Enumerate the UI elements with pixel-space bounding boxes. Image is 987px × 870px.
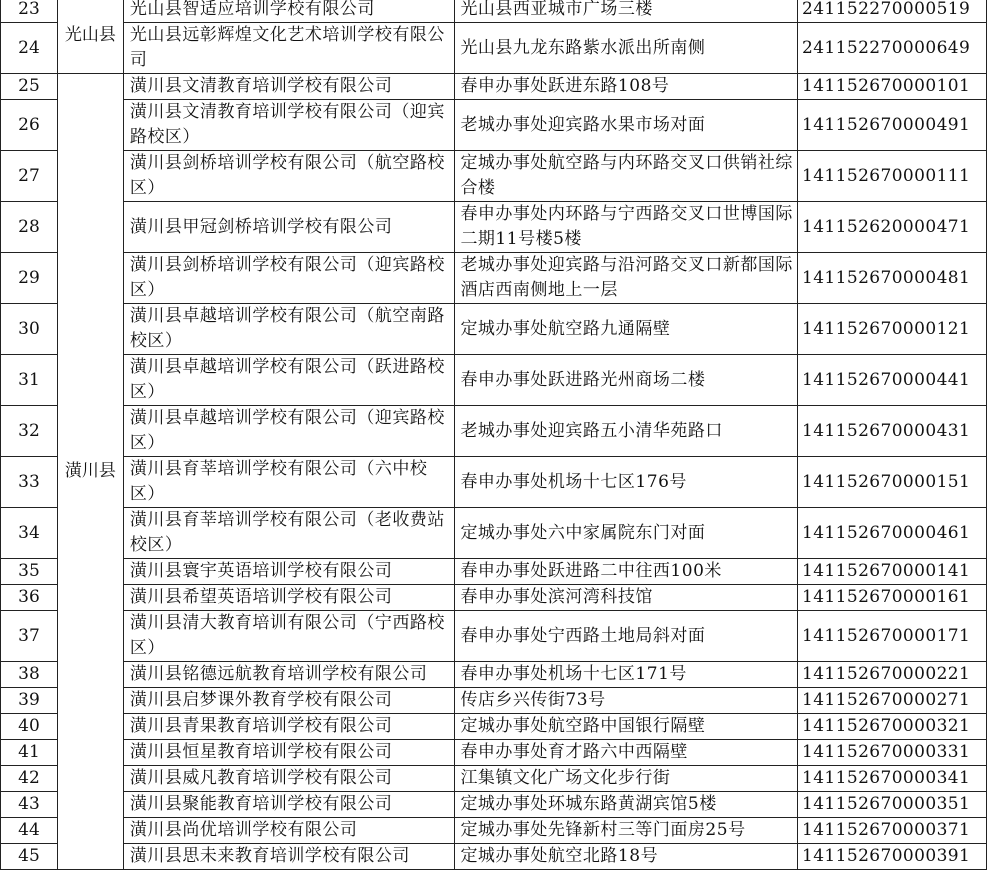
row-number: 40 [1, 714, 58, 740]
row-number: 23 [1, 0, 58, 23]
license-code: 141152670000171 [797, 611, 986, 662]
school-name: 潢川县剑桥培训学校有限公司（航空路校区） [123, 151, 455, 202]
school-address: 春申办事处滨河湾科技馆 [455, 585, 798, 611]
license-code: 141152670000101 [797, 74, 986, 100]
license-code: 141152670000141 [797, 559, 986, 585]
license-code: 141152670000371 [797, 818, 986, 844]
row-number: 30 [1, 304, 58, 355]
row-number: 27 [1, 151, 58, 202]
county-cell-huangchuan: 潢川县 [57, 74, 123, 870]
school-name: 潢川县文清教育培训学校有限公司 [123, 74, 455, 100]
table-row [1, 151, 987, 202]
school-name: 潢川县寰宇英语培训学校有限公司 [123, 559, 455, 585]
school-name: 潢川县铭德远航教育培训学校有限公司 [123, 662, 455, 688]
row-number: 39 [1, 688, 58, 714]
table-row [1, 74, 987, 100]
row-number: 36 [1, 585, 58, 611]
school-address: 定城办事处航空路中国银行隔壁 [455, 714, 798, 740]
table-row [1, 406, 987, 457]
license-code: 141152670000481 [797, 253, 986, 304]
row-number: 34 [1, 508, 58, 559]
row-number: 41 [1, 740, 58, 766]
school-name: 潢川县聚能教育培训学校有限公司 [123, 792, 455, 818]
school-name: 潢川县清大教育培训有限公司（宁西路校区） [123, 611, 455, 662]
license-code: 141152670000331 [797, 740, 986, 766]
table-row [1, 662, 987, 688]
school-name: 潢川县青果教育培训学校有限公司 [123, 714, 455, 740]
school-name: 潢川县剑桥培训学校有限公司（迎宾路校区） [123, 253, 455, 304]
row-number: 33 [1, 457, 58, 508]
school-address: 春申办事处跃进路光州商场二楼 [455, 355, 798, 406]
school-address: 老城办事处迎宾路五小清华苑路口 [455, 406, 798, 457]
table-row [1, 508, 987, 559]
license-code: 141152670000461 [797, 508, 986, 559]
row-number: 29 [1, 253, 58, 304]
school-name: 光山县智适应培训学校有限公司 [123, 0, 455, 23]
license-code: 141152670000431 [797, 406, 986, 457]
row-number: 37 [1, 611, 58, 662]
table-row [1, 253, 987, 304]
license-code: 141152620000471 [797, 202, 986, 253]
table-row [1, 611, 987, 662]
school-address: 定城办事处环城东路黄湖宾馆5楼 [455, 792, 798, 818]
school-name: 潢川县威凡教育培训学校有限公司 [123, 766, 455, 792]
row-number: 24 [1, 23, 58, 74]
table-row [1, 585, 987, 611]
license-code: 141152670000341 [797, 766, 986, 792]
school-name: 潢川县卓越培训学校有限公司（跃进路校区） [123, 355, 455, 406]
table-row [1, 740, 987, 766]
table-row [1, 844, 987, 870]
school-address: 春申办事处机场十七区176号 [455, 457, 798, 508]
school-address: 定城办事处航空北路18号 [455, 844, 798, 870]
school-name: 潢川县尚优培训学校有限公司 [123, 818, 455, 844]
school-address: 光山县西亚城市广场三楼 [455, 0, 798, 23]
row-number: 31 [1, 355, 58, 406]
school-address: 江集镇文化广场文化步行街 [455, 766, 798, 792]
table-row [1, 714, 987, 740]
school-address: 老城办事处迎宾路与沿河路交叉口新都国际酒店西南侧地上一层 [455, 253, 798, 304]
table-row [1, 559, 987, 585]
school-address: 定城办事处航空路与内环路交叉口供销社综合楼 [455, 151, 798, 202]
school-name: 潢川县启梦课外教育学校有限公司 [123, 688, 455, 714]
license-code: 241152270000649 [797, 23, 986, 74]
row-number: 38 [1, 662, 58, 688]
school-address: 春申办事处机场十七区171号 [455, 662, 798, 688]
table-row [1, 202, 987, 253]
school-name: 潢川县育莘培训学校有限公司（老收费站校区） [123, 508, 455, 559]
school-address: 传店乡兴传街73号 [455, 688, 798, 714]
row-number: 32 [1, 406, 58, 457]
school-address: 定城办事处先锋新村三等门面房25号 [455, 818, 798, 844]
school-name: 潢川县育莘培训学校有限公司（六中校区） [123, 457, 455, 508]
table-row [1, 792, 987, 818]
row-number: 42 [1, 766, 58, 792]
license-code: 141152670000121 [797, 304, 986, 355]
license-code: 141152670000391 [797, 844, 986, 870]
county-cell-guangshan: 光山县 [57, 0, 123, 74]
row-number: 43 [1, 792, 58, 818]
license-code: 141152670000151 [797, 457, 986, 508]
license-code: 141152670000111 [797, 151, 986, 202]
license-code: 141152670000221 [797, 662, 986, 688]
school-address: 定城办事处六中家属院东门对面 [455, 508, 798, 559]
school-address: 定城办事处航空路九通隔壁 [455, 304, 798, 355]
school-address: 光山县九龙东路紫水派出所南侧 [455, 23, 798, 74]
table-row [1, 23, 987, 74]
license-code: 241152270000519 [797, 0, 986, 23]
school-name: 光山县远彰辉煌文化艺术培训学校有限公司 [123, 23, 455, 74]
school-address: 春申办事处宁西路土地局斜对面 [455, 611, 798, 662]
school-name: 潢川县文清教育培训学校有限公司（迎宾路校区） [123, 100, 455, 151]
row-number: 25 [1, 74, 58, 100]
school-name: 潢川县思未来教育培训学校有限公司 [123, 844, 455, 870]
table-row [1, 0, 987, 23]
license-code: 141152670000161 [797, 585, 986, 611]
license-code: 141152670000441 [797, 355, 986, 406]
license-code: 141152670000491 [797, 100, 986, 151]
school-name: 潢川县卓越培训学校有限公司（航空南路校区） [123, 304, 455, 355]
school-name: 潢川县希望英语培训学校有限公司 [123, 585, 455, 611]
school-name: 潢川县恒星教育培训学校有限公司 [123, 740, 455, 766]
school-address: 春申办事处内环路与宁西路交叉口世博国际二期11号楼5楼 [455, 202, 798, 253]
table-row [1, 100, 987, 151]
table-row [1, 818, 987, 844]
license-code: 141152670000351 [797, 792, 986, 818]
row-number: 28 [1, 202, 58, 253]
school-address: 春申办事处育才路六中西隔壁 [455, 740, 798, 766]
license-code: 141152670000271 [797, 688, 986, 714]
table-row [1, 457, 987, 508]
school-name: 潢川县卓越培训学校有限公司（迎宾路校区） [123, 406, 455, 457]
school-name: 潢川县甲冠剑桥培训学校有限公司 [123, 202, 455, 253]
table-row [1, 766, 987, 792]
row-number: 45 [1, 844, 58, 870]
table-row [1, 304, 987, 355]
license-code: 141152670000321 [797, 714, 986, 740]
school-address: 老城办事处迎宾路水果市场对面 [455, 100, 798, 151]
table-row [1, 355, 987, 406]
row-number: 26 [1, 100, 58, 151]
school-address: 春申办事处跃进路二中往西100米 [455, 559, 798, 585]
row-number: 35 [1, 559, 58, 585]
row-number: 44 [1, 818, 58, 844]
table-row [1, 688, 987, 714]
school-address: 春申办事处跃进东路108号 [455, 74, 798, 100]
